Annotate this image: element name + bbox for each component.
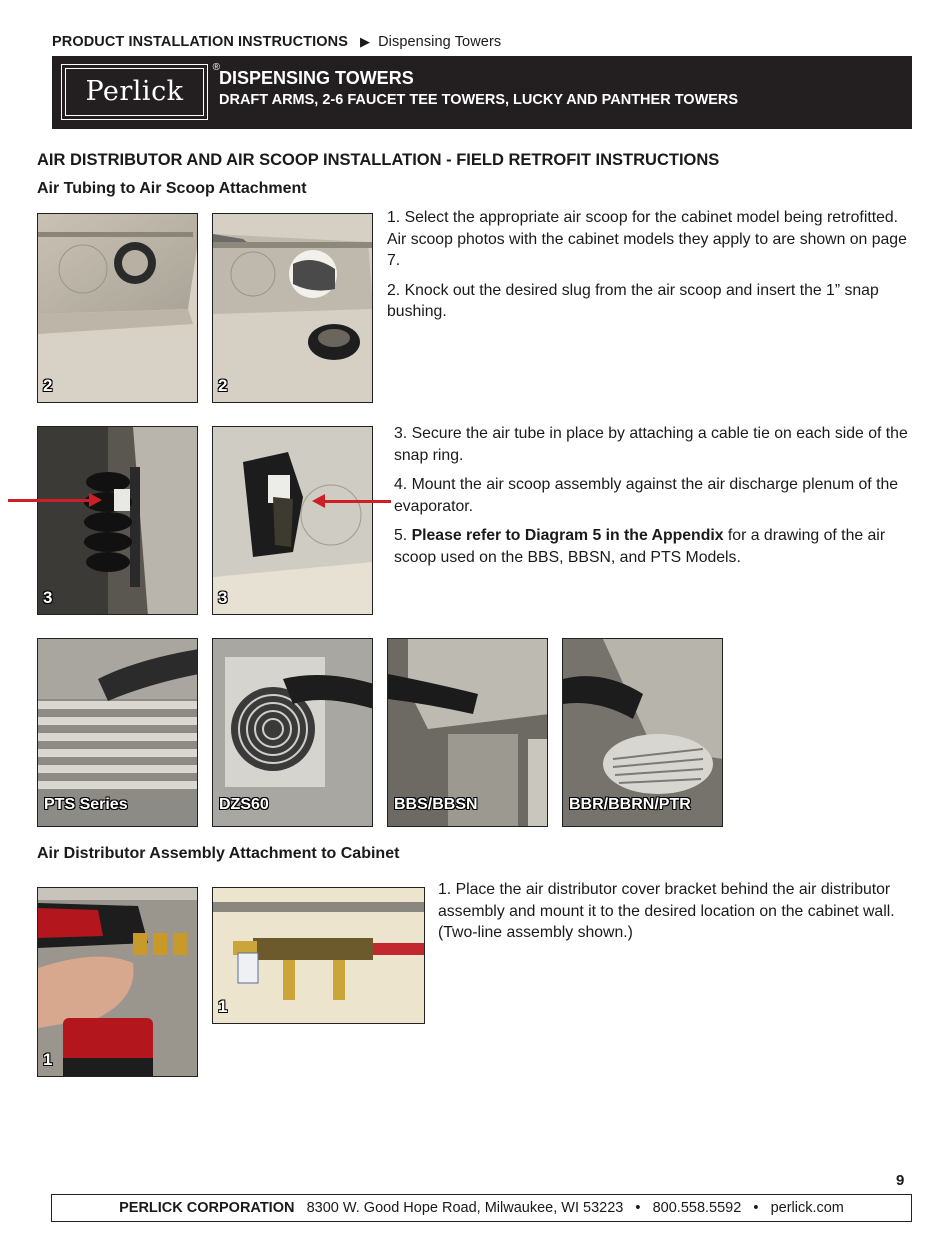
red-arrow-left-icon <box>324 500 391 503</box>
step-1-text: 1. Select the appropriate air scoop for the cabinet model being retrofitted. Air scoop photos with the cabinet models they apply to are shown on page 7. <box>387 209 907 269</box>
section1-heading: Air Tubing to Air Scoop Attachment <box>37 180 307 197</box>
footer-separator: • <box>635 1200 641 1216</box>
distributor-step <box>438 879 908 952</box>
step-5-bold: Please refer to Diagram 5 in the Appendix <box>411 527 724 544</box>
step-3-text: 3. Secure the air tube in place by attaching a cable tie on each side of the snap ring. <box>394 425 908 464</box>
photo-step-label: 3 <box>218 588 228 607</box>
photo-air-distributor <box>212 887 425 1024</box>
header-banner <box>52 56 912 129</box>
photo-dzs60 <box>212 638 373 827</box>
step-5-prefix: 5. <box>394 527 412 544</box>
photo-bbr-bbrn-ptr <box>562 638 723 827</box>
section2-heading: Air Distributor Assembly Attachment to Cabinet <box>37 845 400 862</box>
photo-scoop-mounted <box>212 426 373 615</box>
photo-drill-mounting <box>37 887 198 1077</box>
photo-bbs-bbsn <box>387 638 548 827</box>
red-arrow-right-icon <box>8 499 90 502</box>
model-caption: DZS60 <box>219 796 269 813</box>
photo-step-label: 1 <box>43 1050 53 1069</box>
air-distributor-image <box>213 888 425 1024</box>
footer-phone: 800.558.5592 <box>652 1200 742 1216</box>
footer <box>51 1194 912 1222</box>
tube-cable-tie-image <box>38 427 198 615</box>
main-heading: AIR DISTRIBUTOR AND AIR SCOOP INSTALLATION - FIELD RETROFIT INSTRUCTIONS <box>37 151 720 169</box>
perlick-logo <box>61 62 220 120</box>
photo-tube-cable-tie <box>37 426 198 615</box>
step-5-text <box>394 525 915 568</box>
model-caption: PTS Series <box>44 796 128 813</box>
step-2-text: 2. Knock out the desired slug from the air scoop and insert the 1” snap bushing. <box>387 281 879 320</box>
banner-subtitle: DRAFT ARMS, 2-6 FAUCET TEE TOWERS, LUCKY AND PANTHER TOWERS <box>219 92 739 108</box>
step-5-rest: for a drawing of the air scoop used on the BBS, BBSN, and PTS Models. <box>394 527 886 566</box>
scoop-mounted-image <box>213 427 373 615</box>
scoop-bushing-image <box>38 214 198 403</box>
model-caption: BBR/BBRN/PTR <box>569 796 691 813</box>
scoop-knockout-image <box>213 214 373 403</box>
breadcrumb-arrow-icon: ▶ <box>359 34 371 49</box>
breadcrumb-page: Dispensing Towers <box>378 34 502 50</box>
photo-pts-series <box>37 638 198 827</box>
drill-mounting-image <box>38 888 198 1077</box>
footer-company: PERLICK CORPORATION <box>119 1200 295 1216</box>
page-number: 9 <box>896 1172 905 1189</box>
photo-scoop-knockout <box>212 213 373 403</box>
footer-website: perlick.com <box>770 1200 844 1216</box>
breadcrumb <box>52 34 501 50</box>
photo-step-label: 2 <box>218 376 228 395</box>
photo-step-label: 1 <box>218 997 228 1016</box>
model-caption: BBS/BBSN <box>394 796 478 813</box>
breadcrumb-section: PRODUCT INSTALLATION INSTRUCTIONS <box>52 34 348 50</box>
footer-address: 8300 W. Good Hope Road, Milwaukee, WI 53223 <box>306 1200 624 1216</box>
photo-step-label: 3 <box>43 588 53 607</box>
steps-1-2 <box>387 207 915 331</box>
logo-wordmark: Perlick <box>85 76 184 107</box>
distributor-step-1-text: 1. Place the air distributor cover bracket behind the air distributor assembly and mount it to the desired location on the cabinet wall. (Two-line assembly shown.) <box>438 881 895 941</box>
footer-separator: • <box>753 1200 759 1216</box>
photo-step-label: 2 <box>43 376 53 395</box>
photo-scoop-bushing <box>37 213 198 403</box>
registered-mark: ® <box>212 62 220 73</box>
banner-title: DISPENSING TOWERS <box>219 68 414 88</box>
step-4-text: 4. Mount the air scoop assembly against the air discharge plenum of the evaporator. <box>394 476 899 515</box>
steps-3-5 <box>394 423 915 576</box>
